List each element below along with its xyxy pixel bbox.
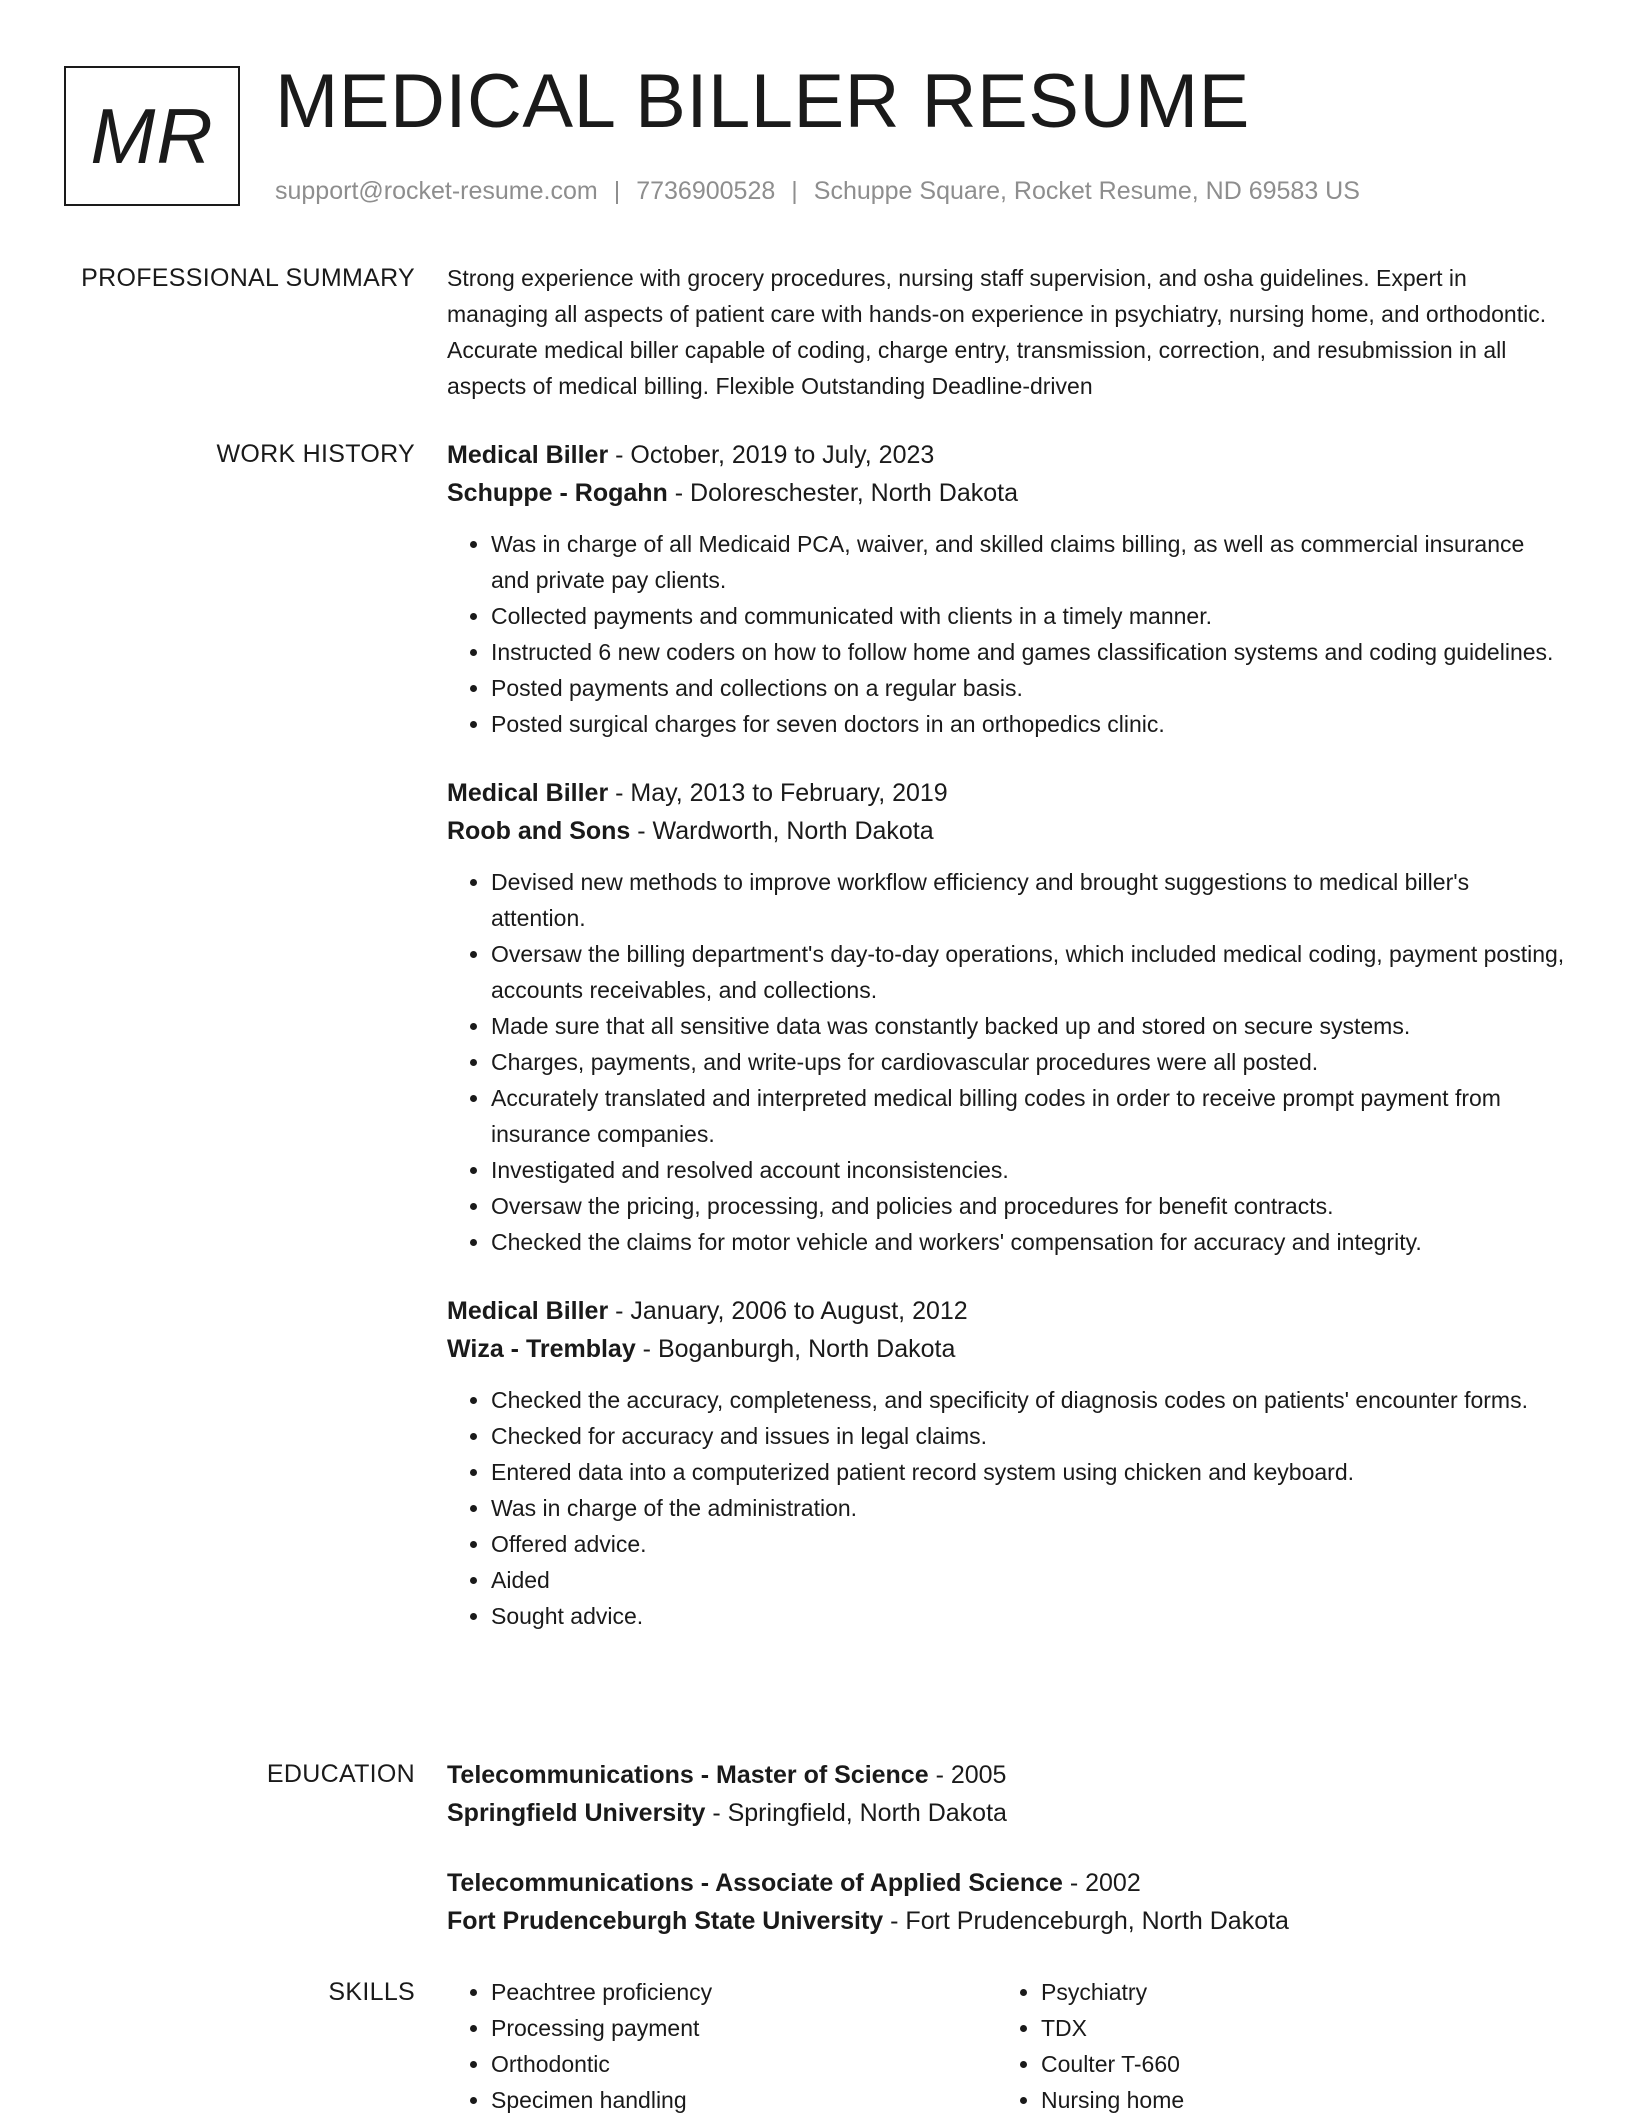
monogram-box <box>64 66 240 206</box>
education-location: - Springfield, North Dakota <box>705 1799 1007 1827</box>
job-bullet: • Made sure that all sensitive data was constantly backed up and stored on secure systems. <box>491 1008 1567 1044</box>
job-bullet: • Devised new methods to improve workflow efficiency and brought suggestions to medical biller's attention. <box>491 864 1567 936</box>
job-dates: - January, 2006 to August, 2012 <box>608 1297 968 1325</box>
job-bullet: • Checked the claims for motor vehicle and workers' compensation for accuracy and integrity. <box>491 1224 1567 1260</box>
job-bullets <box>447 864 1567 1260</box>
education-degree-line <box>447 1864 1567 1902</box>
education-school-line <box>447 1902 1567 1940</box>
skill-item: • Specimen handling <box>491 2082 997 2118</box>
job-bullet: • Posted surgical charges for seven doctors in an orthopedics clinic. <box>491 706 1567 742</box>
job-bullet: • Was in charge of the administration. <box>491 1490 1567 1526</box>
education-entry <box>447 1864 1567 1940</box>
job-bullet: • Charges, payments, and write-ups for cardiovascular procedures were all posted. <box>491 1044 1567 1080</box>
education-degree: Telecommunications - Associate of Applied Science <box>447 1869 1063 1897</box>
job-title: Medical Biller <box>447 779 609 807</box>
job-bullet: • Oversaw the pricing, processing, and policies and procedures for benefit contracts. <box>491 1188 1567 1224</box>
job-company-line <box>447 1330 1567 1368</box>
education-year: - 2002 <box>1062 1869 1141 1897</box>
contact-line <box>275 174 1360 208</box>
job-bullet: • Was in charge of all Medicaid PCA, waiver, and skilled claims billing, as well as commercial insurance and private pay clients. <box>491 526 1567 598</box>
job-company: Roob and Sons <box>447 817 631 845</box>
job-location: - Boganburgh, North Dakota <box>635 1335 956 1363</box>
job-title-line <box>447 774 1567 812</box>
monogram-initials: MR <box>90 91 214 180</box>
job-title: Medical Biller <box>447 1297 609 1325</box>
job-title: Medical Biller <box>447 441 609 469</box>
job-entry <box>447 1292 1567 1634</box>
job-location: - Wardworth, North Dakota <box>630 817 934 845</box>
skill-item: • Processing payment <box>491 2010 997 2046</box>
section-label-skills: SKILLS <box>328 1978 415 2006</box>
contact-separator: | <box>791 177 798 205</box>
skills-columns <box>447 1974 1567 2118</box>
summary-text: Strong experience with grocery procedures, nursing staff supervision, and osha guidelines. Expert in managing all aspects of patient care with hands-on experience in psychiatry, nursing home, and orthodontic. Accurate medical biller capable of coding, charge entry, transmission, correction, and resubmission in all aspects of medical billing. Flexible Outstanding Deadline-driven <box>447 265 1547 399</box>
job-entry <box>447 436 1567 742</box>
section-label-summary: PROFESSIONAL SUMMARY <box>81 264 415 292</box>
job-bullet: • Checked for accuracy and issues in legal claims. <box>491 1418 1567 1454</box>
job-company-line <box>447 812 1567 850</box>
education-entry <box>447 1756 1567 1832</box>
job-bullet: • Oversaw the billing department's day-to-day operations, which included medical coding, payment posting, accounts receivables, and collections. <box>491 936 1567 1008</box>
job-bullets <box>447 1382 1567 1634</box>
skill-item: • Coulter T-660 <box>1041 2046 1547 2082</box>
job-bullet: • Entered data into a computerized patient record system using chicken and keyboard. <box>491 1454 1567 1490</box>
skills-body <box>447 1974 1567 2118</box>
education-school: Springfield University <box>447 1799 706 1827</box>
education-school-line <box>447 1794 1567 1832</box>
job-company: Wiza - Tremblay <box>447 1335 636 1363</box>
job-bullet: • Offered advice. <box>491 1526 1567 1562</box>
education-body <box>447 1756 1567 1972</box>
skill-item: • Peachtree proficiency <box>491 1974 997 2010</box>
job-bullet: • Checked the accuracy, completeness, and specificity of diagnosis codes on patients' encounter forms. <box>491 1382 1567 1418</box>
job-bullet: • Sought advice. <box>491 1598 1567 1634</box>
education-degree-line <box>447 1756 1567 1794</box>
skill-item: • TDX <box>1041 2010 1547 2046</box>
contact-separator: | <box>613 177 621 205</box>
job-company: Schuppe - Rogahn <box>447 479 668 507</box>
contact-address: Schuppe Square, Rocket Resume, ND 69583 US <box>813 177 1360 205</box>
job-bullet: • Posted payments and collections on a regular basis. <box>491 670 1567 706</box>
skills-list-left <box>447 1974 997 2118</box>
resume-title: MEDICAL BILLER RESUME <box>275 59 1250 144</box>
job-bullet: • Aided <box>491 1562 1567 1598</box>
summary-body <box>447 260 1567 404</box>
skill-item: • Nursing home <box>1041 2082 1547 2118</box>
job-bullet: • Instructed 6 new coders on how to follow home and games classification systems and coding guidelines. <box>491 634 1567 670</box>
job-title-line <box>447 1292 1567 1330</box>
job-bullets <box>447 526 1567 742</box>
job-dates: - May, 2013 to February, 2019 <box>608 779 948 807</box>
section-label-work: WORK HISTORY <box>216 440 415 468</box>
education-school: Fort Prudenceburgh State University <box>447 1907 884 1935</box>
skill-item: • Psychiatry <box>1041 1974 1547 2010</box>
job-bullet: • Investigated and resolved account inconsistencies. <box>491 1152 1567 1188</box>
job-bullet: • Collected payments and communicated with clients in a timely manner. <box>491 598 1567 634</box>
job-title-line <box>447 436 1567 474</box>
job-dates: - October, 2019 to July, 2023 <box>608 441 935 469</box>
skills-list-right <box>997 1974 1547 2118</box>
education-year: - 2005 <box>928 1761 1007 1789</box>
education-degree: Telecommunications - Master of Science <box>447 1761 929 1789</box>
skills-column-left <box>447 1974 997 2118</box>
job-entry <box>447 774 1567 1260</box>
job-bullet: • Accurately translated and interpreted medical billing codes in order to receive prompt payment from insurance companies. <box>491 1080 1567 1152</box>
skill-item: • Orthodontic <box>491 2046 997 2082</box>
skills-column-right <box>997 1974 1547 2118</box>
contact-email: support@rocket-resume.com <box>275 177 598 205</box>
contact-phone: 7736900528 <box>636 177 776 205</box>
work-history-body <box>447 436 1567 1666</box>
job-company-line <box>447 474 1567 512</box>
job-location: - Doloreschester, North Dakota <box>667 479 1018 507</box>
education-location: - Fort Prudenceburgh, North Dakota <box>883 1907 1289 1935</box>
section-label-education: EDUCATION <box>266 1760 415 1788</box>
